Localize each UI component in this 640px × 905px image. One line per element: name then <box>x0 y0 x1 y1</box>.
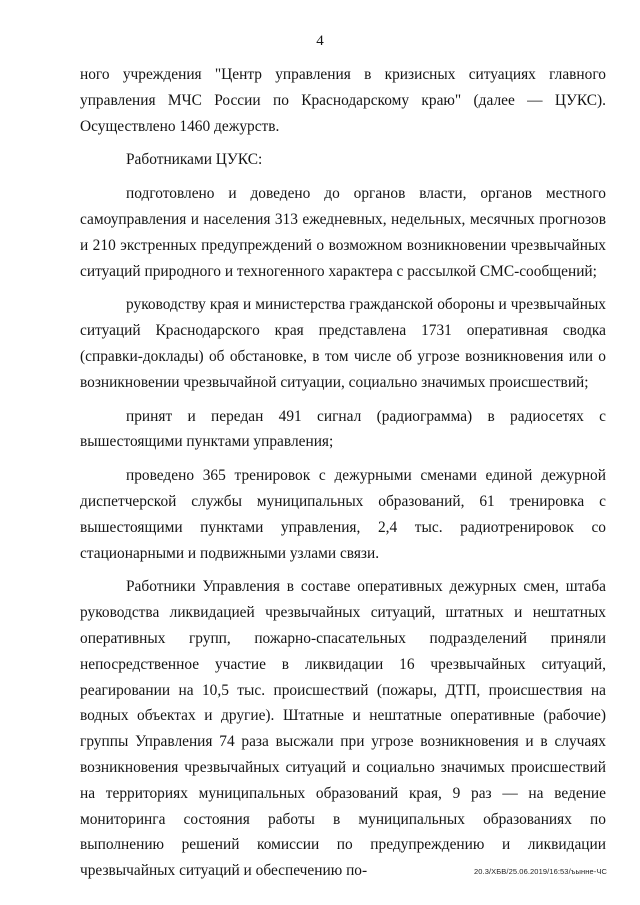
paragraph-signals: принят и передан 491 сигнал (радиограмма) в радиосетях с вышестоящими пунктами управления; <box>80 407 606 451</box>
paragraph-intro-continuation: ного учреждения "Центр управления в кризисных ситуациях главного управления МЧС России по Краснодарскому краю" (далее — ЦУКС). Осуществлено 1460 дежурств. <box>80 66 606 135</box>
paragraph-forecasts: подготовлено и доведено до органов власти, органов местного самоуправления и населения 313 ежедневных, недельных, месячных прогнозов и 210 экстренных предупреждений о возможном возникновении чрезвычайных ситуаций природного и техногенного характера с рассылкой СМС-сообщений; <box>80 185 606 280</box>
page-number: 4 <box>316 33 324 49</box>
paragraph-reports: руководству края и министерства гражданской обороны и чрезвычайных ситуаций Краснодарского края представлена 1731 оперативная сводка (справки-доклады) об обстановке, в том числе об угрозе возникновения или о возникновении чрезвычайной ситуации, социально значимых происшествий; <box>80 296 606 391</box>
paragraph-tsuks-heading: Работниками ЦУКС: <box>126 151 263 169</box>
paragraph-trainings: проведено 365 тренировок с дежурными сменами единой дежурной диспетчерской службы муниципальных образований, 61 тренировка с вышестоящими пунктами управления, 2,4 тыс. радиотренировок со стационарными и подвижными узлами связи. <box>80 467 606 562</box>
paragraph-emergency-response: Работники Управления в составе оперативных дежурных смен, штаба руководства ликвидацией чрезвычайных ситуаций, штатных и нештатных оперативных групп, пожарно-спасательных подразделений приняли непосредственное участие в ликвидации 16 чрезвычайных ситуаций, реагировании на 10,5 тыс. происшествий (пожары, ДТП, происшествия на водных объектах и другие). Штатные и нештатные оперативные (рабочие) группы Управления 74 раза высжали при угрозе возникновения и в случаях возникновения чрезвычайных ситуаций и социально значимых происшествий на территориях муниципальных образований края, 9 раз — на ведение мониторинга состояния работы в муниципальных образованиях по выполнению решений комиссии по предупреждению и ликвидации чрезвычайных ситуаций и обеспечению по- <box>80 578 606 880</box>
document-body <box>80 62 606 884</box>
footer-stamp: 20.3/ХБВ/25.06.2019/16:53/ъынне-ЧС <box>473 867 607 876</box>
